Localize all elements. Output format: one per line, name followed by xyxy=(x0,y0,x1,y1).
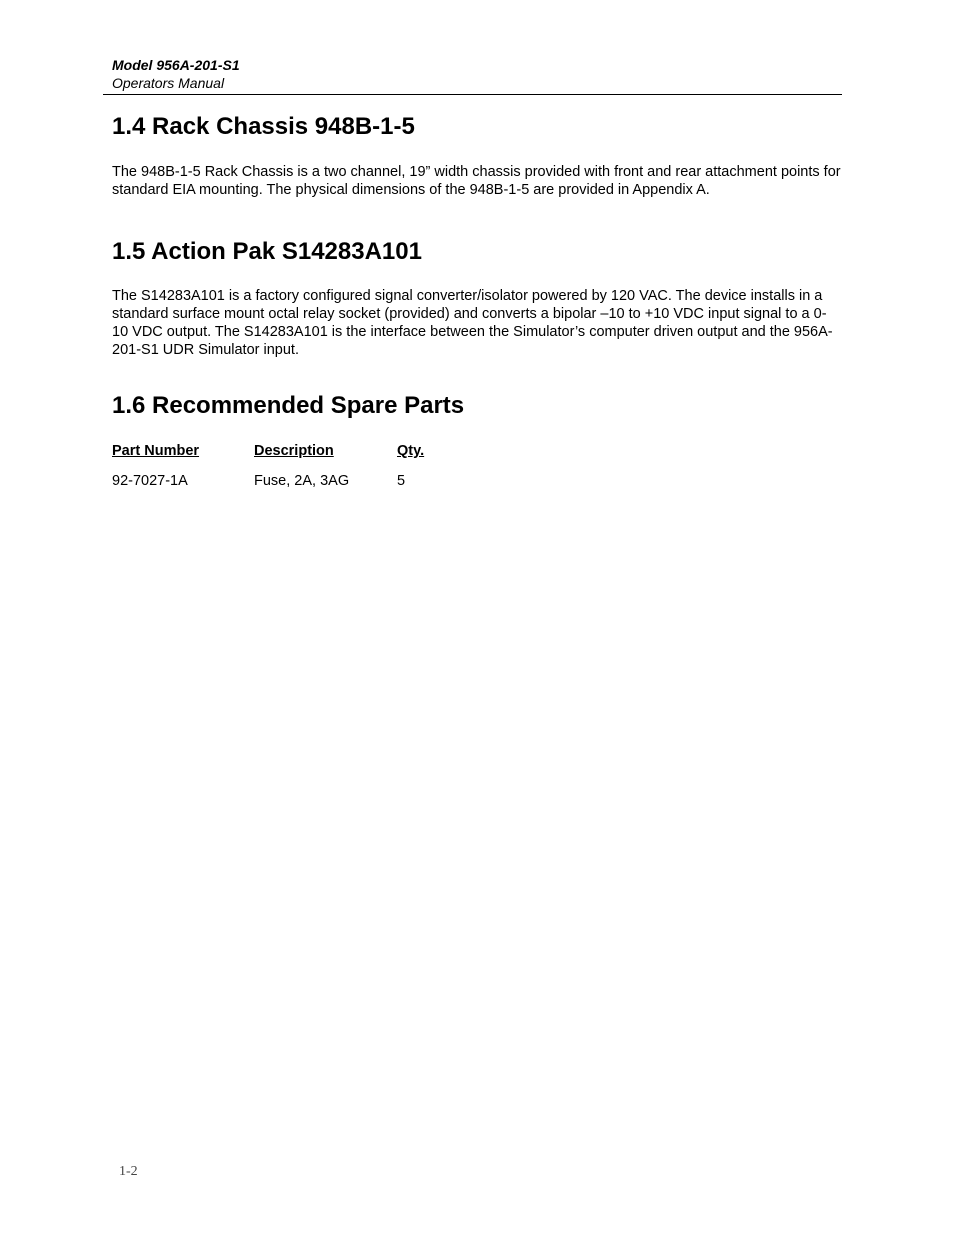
page-content xyxy=(112,112,842,489)
column-header-part-number: Part Number xyxy=(112,443,200,459)
section-title: 1.5 Action Pak S14283A101 xyxy=(112,238,422,265)
section-title: 1.6 Recommended Spare Parts xyxy=(112,392,465,419)
section-body: The S14283A101 is a factory configured signal converter/isolator powered by 120 VAC. The device installs in a standard surface mount octal relay socket (provided) and converts a bipolar –10 to +10 VDC input signal to a 0-10 VDC output. The S14283A101 is the interface between the Simulator’s computer driven output and the 956A-201-S1 UDR Simulator input. xyxy=(112,288,833,358)
table-header-row xyxy=(112,443,457,463)
cell-part-number: 92-7027-1A xyxy=(112,473,188,489)
table-row xyxy=(112,463,457,489)
header-manual: Operators Manual xyxy=(112,75,225,91)
section-action-pak xyxy=(112,237,842,359)
cell-description: Fuse, 2A, 3AG xyxy=(254,473,350,489)
section-body: The 948B-1-5 Rack Chassis is a two channel, 19” width chassis provided with front and rear attachment points for standard EIA mounting. The physical dimensions of the 948B-1-5 are provided in Appendix A. xyxy=(112,164,841,198)
header-model: Model 956A-201-S1 xyxy=(112,57,240,73)
spare-parts-table xyxy=(112,443,457,489)
page-number: 1-2 xyxy=(119,1164,138,1179)
section-title: 1.4 Rack Chassis 948B-1-5 xyxy=(112,113,415,140)
page-header xyxy=(103,56,842,95)
section-spare-parts xyxy=(112,391,842,489)
section-rack-chassis xyxy=(112,112,842,199)
column-header-qty: Qty. xyxy=(397,443,425,459)
column-header-description: Description xyxy=(254,443,334,459)
cell-qty: 5 xyxy=(397,473,406,489)
